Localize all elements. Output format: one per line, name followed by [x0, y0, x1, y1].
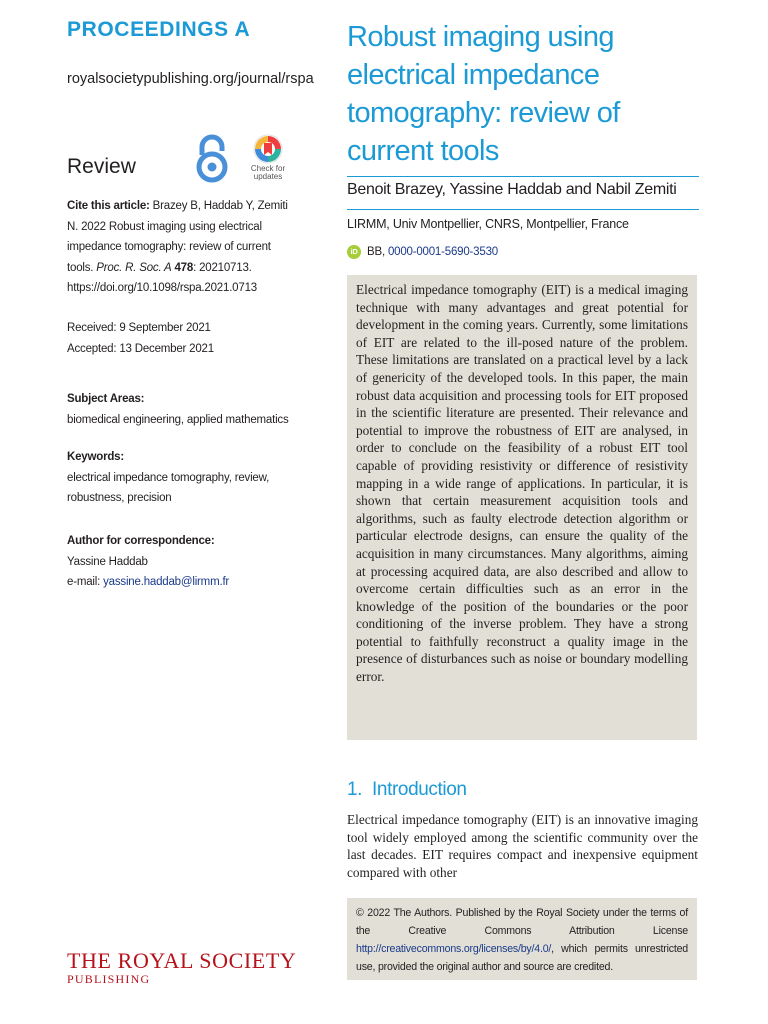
title-divider	[347, 176, 699, 177]
abstract-text: Electrical impedance tomography (EIT) is a medical imaging technique with many advantages and great potential for development in the coming years. Currently, some limitations of EIT are related to the ill-posed nature of the problem. These limitations are translated on a practical level by a lack of genericity of the developed tools. In this paper, the main robust data acquisition and processing tools for EIT proposed in the scientific literature are presented. Their relevance and potential to improve the robustness of EIT are analysed, in order to conclude on the feasibility of a robust EIT tool capable of providing resistivity or difference of resistivity mapping in a wide range of applications. In particular, it is shown that certain measurement acquisition tools and algorithms, such as faulty electrode detection algorithm or particular electrode designs, can ensure the quality of the acquisition in many circumstances. Many algorithms, aiming at processing acquired data, are also described and allow to overcome certain difficulties such as an error in the knowledge of the position of the boundaries or the poor conditioning of the inverse problem. They have a strong potential to faithfully reconstruct a quality image in the presence of disturbances such as noise or boundary modelling error.	[356, 282, 688, 685]
check-for-updates-badge[interactable]	[246, 134, 290, 181]
cite-volume: 478	[174, 261, 194, 274]
received-date: Received: 9 September 2021	[67, 322, 211, 334]
dates-block	[67, 318, 295, 359]
orcid-icon: iD	[347, 245, 361, 259]
publisher-sub: PUBLISHING	[67, 972, 151, 986]
authors-divider	[347, 209, 699, 210]
section-number: 1.	[347, 779, 363, 800]
accepted-date: Accepted: 13 December 2021	[67, 342, 214, 355]
orcid-id[interactable]: 0000-0001-5690-3530	[387, 246, 498, 258]
section-heading	[347, 779, 467, 801]
correspondence	[67, 531, 295, 593]
correspondence-email[interactable]: yassine.haddab@lirmm.fr	[103, 576, 230, 588]
cite-rest: : 20210713.	[193, 261, 252, 274]
keywords-heading: Keywords:	[67, 451, 124, 463]
keywords-value: electrical impedance tomography, review, robustness, precision	[67, 471, 270, 504]
cite-journal: Proc. R. Soc. A	[96, 261, 172, 274]
license-url[interactable]: http://creativecommons.org/licenses/by/4.0/	[356, 943, 552, 955]
correspondence-heading: Author for correspondence:	[67, 535, 215, 547]
subject-areas-value: biomedical engineering, applied mathematics	[67, 413, 289, 426]
check-for-updates-label: Check for updates	[250, 164, 286, 181]
abstract-box	[347, 275, 697, 740]
keywords	[67, 447, 295, 509]
citation-block	[67, 196, 295, 299]
check-for-updates-icon	[253, 134, 283, 164]
subject-areas	[67, 389, 295, 430]
publisher-name: THE ROYAL SOCIETY	[67, 948, 297, 973]
orcid-line	[347, 245, 498, 259]
cite-doi[interactable]: https://doi.org/10.1098/rspa.2021.0713	[67, 282, 257, 294]
cite-text: Brazey B, Haddab Y, Zemiti N. 2022 Robust imaging using electrical impedance tomography: review of current tools.	[67, 200, 288, 274]
subject-areas-heading: Subject Areas:	[67, 393, 145, 405]
open-access-icon	[194, 133, 230, 183]
license-box: © 2022 The Authors. Published by the Royal Society under the terms of the Creative Commons Attribution License http://creativecommons.org/licenses/by/4.0/, which permits unrestricted use, provided the original author and source are credited.	[347, 898, 697, 980]
orcid-initials: BB,	[367, 246, 388, 258]
royal-society-logo[interactable]	[67, 950, 296, 986]
article-type: Review	[67, 155, 136, 178]
authors: Benoit Brazey, Yassine Haddab and Nabil Zemiti	[347, 181, 677, 198]
section-title: Introduction	[372, 779, 467, 800]
copyright-symbol: ©	[356, 907, 364, 919]
intro-paragraph: Electrical impedance tomography (EIT) is an innovative imaging tool widely employed among the scientific community over the last decades. EIT requires compact and inexpensive equipment compared with other	[347, 812, 698, 880]
affiliation: LIRMM, Univ Montpellier, CNRS, Montpellier, France	[347, 217, 629, 231]
journal-url[interactable]: royalsocietypublishing.org/journal/rspa	[67, 71, 314, 87]
article-title: Robust imaging using electrical impedance tomography: review of current tools	[347, 21, 620, 167]
correspondence-name: Yassine Haddab	[67, 555, 148, 568]
correspondence-email-line: e-mail: yassine.haddab@lirmm.fr	[67, 576, 230, 588]
journal-name: PROCEEDINGS A	[67, 18, 251, 41]
cite-label: Cite this article:	[67, 200, 150, 212]
